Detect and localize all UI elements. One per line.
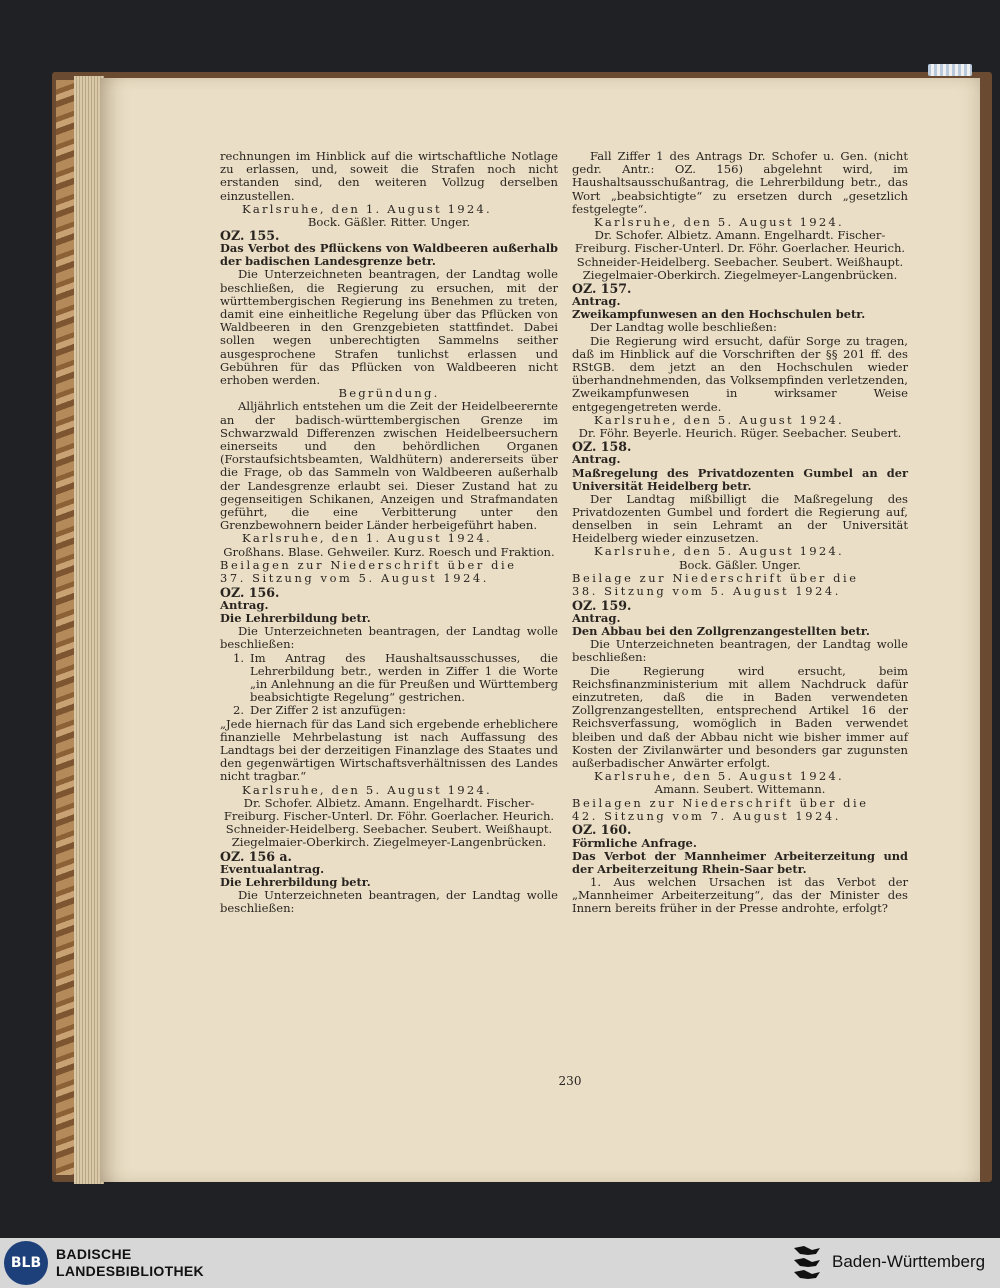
motion-intro: Die Unterzeichneten beantragen, der Landtag wolle beschließen: [220,887,558,916]
motion-title: Den Abbau bei den Zollgrenzangestellten betr. [572,624,870,639]
paragraph: rechnungen im Hinblick auf die wirtschaftliche Notlage zu erlassen, und, soweit die Strafen noch nicht erstanden sind, den weiteren Vollzug derselben einzustellen. [220,149,558,203]
motion-text: Die Regierung wird ersucht, beim Reichsfinanzministerium mit allem Nachdruck dafür einzutreten, daß die in Baden verwendeten Zollgrenzangestellten, entsprechend Artikel 16 der Reichsverfassung, womöglich in Baden verwendet bleiben und daß der Abbau nicht wie bisher immer auf Kosten der Zivilanwärter und besonders gar zugunsten außerbadischer Anwärter erfolgt. [572,663,908,770]
signers: Dr. Schofer. Albietz. Amann. Engelhardt. Fischer-Freiburg. Fischer-Unterl. Dr. Föhr. Goerlacher. Heurich. Schneider-Heidelberg. Seebacher. Seubert. Weißhaupt. Ziegelmaier-Oberkirch. Ziegelmeyer-Langenbrücken. [574,228,906,282]
reasoning-text: Alljährlich entstehen um die Zeit der Heidelbeerernte an der badisch-württembergischen Grenze im Schwarzwald Differenzen zwischen Heidelbeersuchern einerseits und den behördlichen Organen (Forstaufsichtsbeamten, Waldhütern) andererseits über die Frage, ob das Sammeln von Waldbeeren außerhalb der Landesgrenze erlaubt sei. Dieser Zustand hat zu gegenseitigen Schikanen, Anzeigen und Strafmandaten geführt, die eine Verbitterung unter den Grenzbewohnern beider Länder herbeigeführt haben. [220,399,558,533]
place-date: Karlsruhe, den 5. August 1924. [594,544,844,559]
reasoning-label: Begründung. [338,386,440,401]
place-date: Karlsruhe, den 5. August 1924. [594,412,844,427]
motion-label: Antrag. [220,597,269,612]
page-number: 230 [558,1074,582,1088]
motion-intro: Der Landtag wolle beschließen: [590,320,777,335]
session-heading-line1: Beilagen zur Niederschrift über die [220,557,517,572]
motion-title: Zweikampfunwesen an den Hochschulen betr. [572,307,866,322]
library-name[interactable] [56,1246,204,1280]
motion-label: Eventualantrag. [220,861,325,876]
list-item [220,704,558,717]
session-heading-line2: 38. Sitzung vom 5. August 1924. [572,584,841,599]
place-date: Karlsruhe, den 5. August 1924. [594,215,844,230]
list-item-number: 2. [232,703,244,718]
paragraph: Fall Ziffer 1 des Antrags Dr. Schofer u. Gen. (nicht gedr. Antr.: OZ. 156) abgelehnt wird, im Haushaltsausschußantrag, die Lehrerbildung betr., das Wort „beabsichtigte“ zu ersetzen durch „gesetzlich festgelegte“. [572,149,908,216]
motion-title: Maßregelung des Privatdozenten Gumbel an der Universität Heidelberg betr. [572,465,908,493]
left-column [220,150,558,915]
quoted-addition: „Jede hiernach für das Land sich ergebende erheblichere finanzielle Mehrbelastung ist nach Auffassung des Landtags bei der derzeitigen Finanzlage des Staates und den gegenwärtigen Wirtschaftsverhältnissen des Landes nicht tragbar.“ [220,716,558,784]
motion-label: Antrag. [572,610,621,625]
motion-title: Die Lehrerbildung betr. [220,611,371,626]
state-lions-icon [790,1244,824,1282]
signers: Dr. Föhr. Beyerle. Heurich. Rüger. Seebacher. Seubert. [578,426,902,441]
signers: Bock. Gäßler. Ritter. Unger. [307,215,471,230]
place-date: Karlsruhe, den 5. August 1924. [594,769,844,784]
motion-title: Das Verbot der Mannheimer Arbeiterzeitung und der Arbeiterzeitung Rhein-Saar betr. [572,848,908,876]
motion-number: OZ. 156. [220,584,280,600]
session-heading [220,559,558,586]
motion-number: OZ. 158. [572,439,632,455]
motion-title: Die Lehrerbildung betr. [220,874,371,889]
motion-number: OZ. 159. [572,597,632,613]
library-name-line2: LANDESBIBLIOTHEK [56,1263,204,1279]
library-logo[interactable]: BLB [4,1241,48,1285]
session-heading-line1: Beilagen zur Niederschrift über die [572,795,869,810]
signers: Dr. Schofer. Albietz. Amann. Engelhardt. Fischer-Freiburg. Fischer-Unterl. Dr. Föhr. Goerlacher. Heurich. Schneider-Heidelberg. Seebacher. Seubert. Weißhaupt. Ziegelmaier-Oberkirch. Ziegelmeyer-Langenbrücken. [223,795,555,850]
session-heading-line2: 42. Sitzung vom 7. August 1924. [572,808,841,823]
motion-number: OZ. 155. [220,228,280,244]
list-item-number: 1. [232,650,244,665]
session-heading [572,572,908,599]
place-date: Karlsruhe, den 1. August 1924. [242,201,492,216]
motion-text: Die Regierung wird ersucht, dafür Sorge zu tragen, daß im Hinblick auf die Vorschriften der §§ 201 ff. des RStGB. dem jetzt an den Hochschulen wieder überhandnehmenden, das Volksempfinden verletzenden, Zweikampfunwesen in wirksamer Weise entgegengetreten werde. [572,333,908,414]
motion-text: Der Landtag mißbilligt die Maßregelung des Privatdozenten Gumbel und fordert die Regierung auf, denselben in sein Lehramt an der Universität Heidelberg wieder einzusetzen. [572,491,908,546]
signers: Amann. Seubert. Wittemann. [654,782,826,797]
footer-banner [0,1238,1000,1288]
motion-text: Die Unterzeichneten beantragen, der Landtag wolle beschließen, die Regierung zu ersuchen, mit der württembergischen Regierung ins Benehmen zu treten, damit eine einheitliche Regelung über das Pflücken von Waldbeeren in den Grenzgebieten stattfindet. Dabei sollen wegen unberechtigten Sammelns seither ausgesprochene Strafen tunlichst erlassen und Gebühren für das Pflücken von Waldbeeren nicht erhoben werden. [220,267,558,388]
signers: Bock. Gäßler. Unger. [679,557,801,572]
list-item-text: Im Antrag des Haushaltsausschusses, die Lehrerbildung betr., werden in Ziffer 1 die Worte „in Anlehnung an die für Preußen und Württemberg beabsichtigte Regelung“ gestrichen. [250,650,558,705]
list-item [220,652,558,705]
motion-intro: Die Unterzeichneten beantragen, der Landtag wolle beschließen: [572,637,908,665]
state-name[interactable]: Baden-Württemberg [832,1252,986,1271]
library-name-line1: BADISCHE [56,1246,132,1262]
motion-number: OZ. 160. [572,822,632,838]
right-column [572,150,908,915]
motion-title: Das Verbot des Pflückens von Waldbeeren außerhalb der badischen Landesgrenze betr. [220,241,558,269]
motion-text: 1. Aus welchen Ursachen ist das Verbot der „Mannheimer Arbeiterzeitung“, das der Minister des Innern bereits früher in der Presse androhte, erfolgt? [572,874,908,916]
motion-label: Antrag. [572,452,621,467]
motion-label: Antrag. [572,294,621,309]
place-date: Karlsruhe, den 5. August 1924. [242,782,492,797]
motion-intro: Die Unterzeichneten beantragen, der Landtag wolle beschließen: [220,624,558,652]
marbled-edge [56,80,76,1175]
place-date: Karlsruhe, den 1. August 1924. [242,531,492,546]
session-heading [572,797,908,824]
motion-label: Förmliche Anfrage. [572,835,697,850]
motion-number: OZ. 156 a. [220,848,292,864]
signers: Großhans. Blase. Gehweiler. Kurz. Roesch und Fraktion. [223,544,555,559]
motion-number: OZ. 157. [572,281,632,297]
list-item-text: Der Ziffer 2 ist anzufügen: [250,703,406,718]
session-heading-line1: Beilage zur Niederschrift über die [572,570,859,585]
session-heading-line2: 37. Sitzung vom 5. August 1924. [220,571,489,586]
bookmark-ribbon [928,64,972,76]
